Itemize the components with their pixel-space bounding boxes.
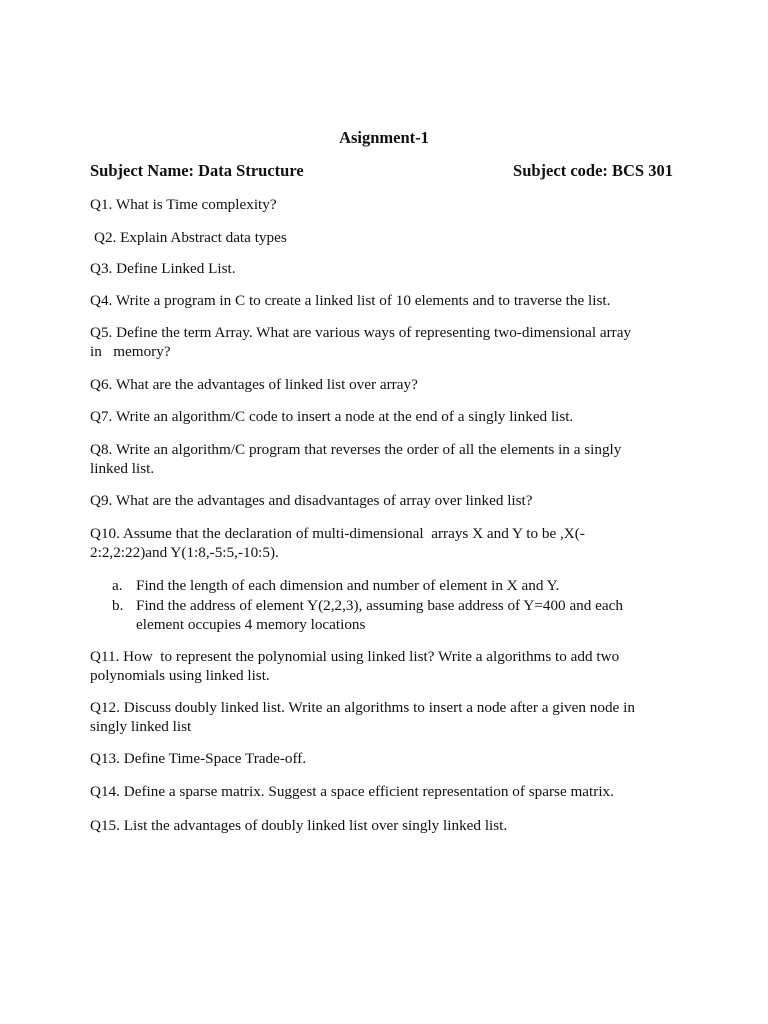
question-12-line-1: Q12. Discuss doubly linked list. Write an algorithms to insert a node after a given node in — [90, 699, 635, 716]
question-5-line-2: in memory? — [90, 343, 171, 360]
assignment-title: Asignment-1 — [339, 128, 429, 147]
question-11 — [90, 647, 690, 685]
question-12-line-2: singly linked list — [90, 718, 192, 735]
question-10-line-1: Q10. Assume that the declaration of multi-dimensional arrays X and Y to be ,X(- — [90, 525, 585, 542]
question-11-line-2: polynomials using linked list. — [90, 667, 270, 684]
list-item-text: Find the address of element Y(2,2,3), assuming base address of Y=400 and each — [136, 596, 623, 614]
question-8 — [90, 440, 690, 478]
list-item — [112, 596, 672, 635]
question-9: Q9. What are the advantages and disadvantages of array over linked list? — [90, 492, 533, 509]
list-item-text-line-2: element occupies 4 memory locations — [136, 616, 366, 633]
question-6: Q6. What are the advantages of linked list over array? — [90, 376, 418, 393]
question-7: Q7. Write an algorithm/C code to insert a node at the end of a singly linked list. — [90, 408, 574, 425]
question-13: Q13. Define Time-Space Trade-off. — [90, 750, 307, 767]
list-marker: a. — [112, 577, 123, 594]
question-14: Q14. Define a sparse matrix. Suggest a space efficient representation of sparse matrix. — [90, 783, 614, 800]
question-10 — [90, 524, 690, 562]
question-2: Q2. Explain Abstract data types — [94, 229, 287, 246]
list-marker: b. — [112, 596, 124, 614]
subject-row — [90, 161, 673, 181]
question-8-line-1: Q8. Write an algorithm/C program that reverses the order of all the elements in a singly — [90, 441, 622, 458]
question-8-line-2: linked list. — [90, 460, 155, 477]
question-10-subitems — [112, 576, 672, 635]
list-item — [112, 576, 672, 596]
list-item-text: Find the length of each dimension and number of element in X and Y. — [136, 577, 560, 594]
question-10-line-2: 2:2,2:22)and Y(1:8,-5:5,-10:5). — [90, 544, 279, 561]
question-5 — [90, 323, 690, 361]
question-1: Q1. What is Time complexity? — [90, 196, 277, 213]
question-3: Q3. Define Linked List. — [90, 260, 236, 277]
subject-code: Subject code: BCS 301 — [513, 161, 673, 180]
subject-name: Subject Name: Data Structure — [90, 161, 304, 180]
question-12 — [90, 698, 690, 736]
question-15: Q15. List the advantages of doubly linked list over singly linked list. — [90, 817, 508, 834]
question-5-line-1: Q5. Define the term Array. What are various ways of representing two-dimensional array — [90, 324, 632, 341]
question-4: Q4. Write a program in C to create a linked list of 10 elements and to traverse the list. — [90, 292, 611, 309]
question-11-line-1: Q11. How to represent the polynomial using linked list? Write a algorithms to add two — [90, 648, 620, 665]
